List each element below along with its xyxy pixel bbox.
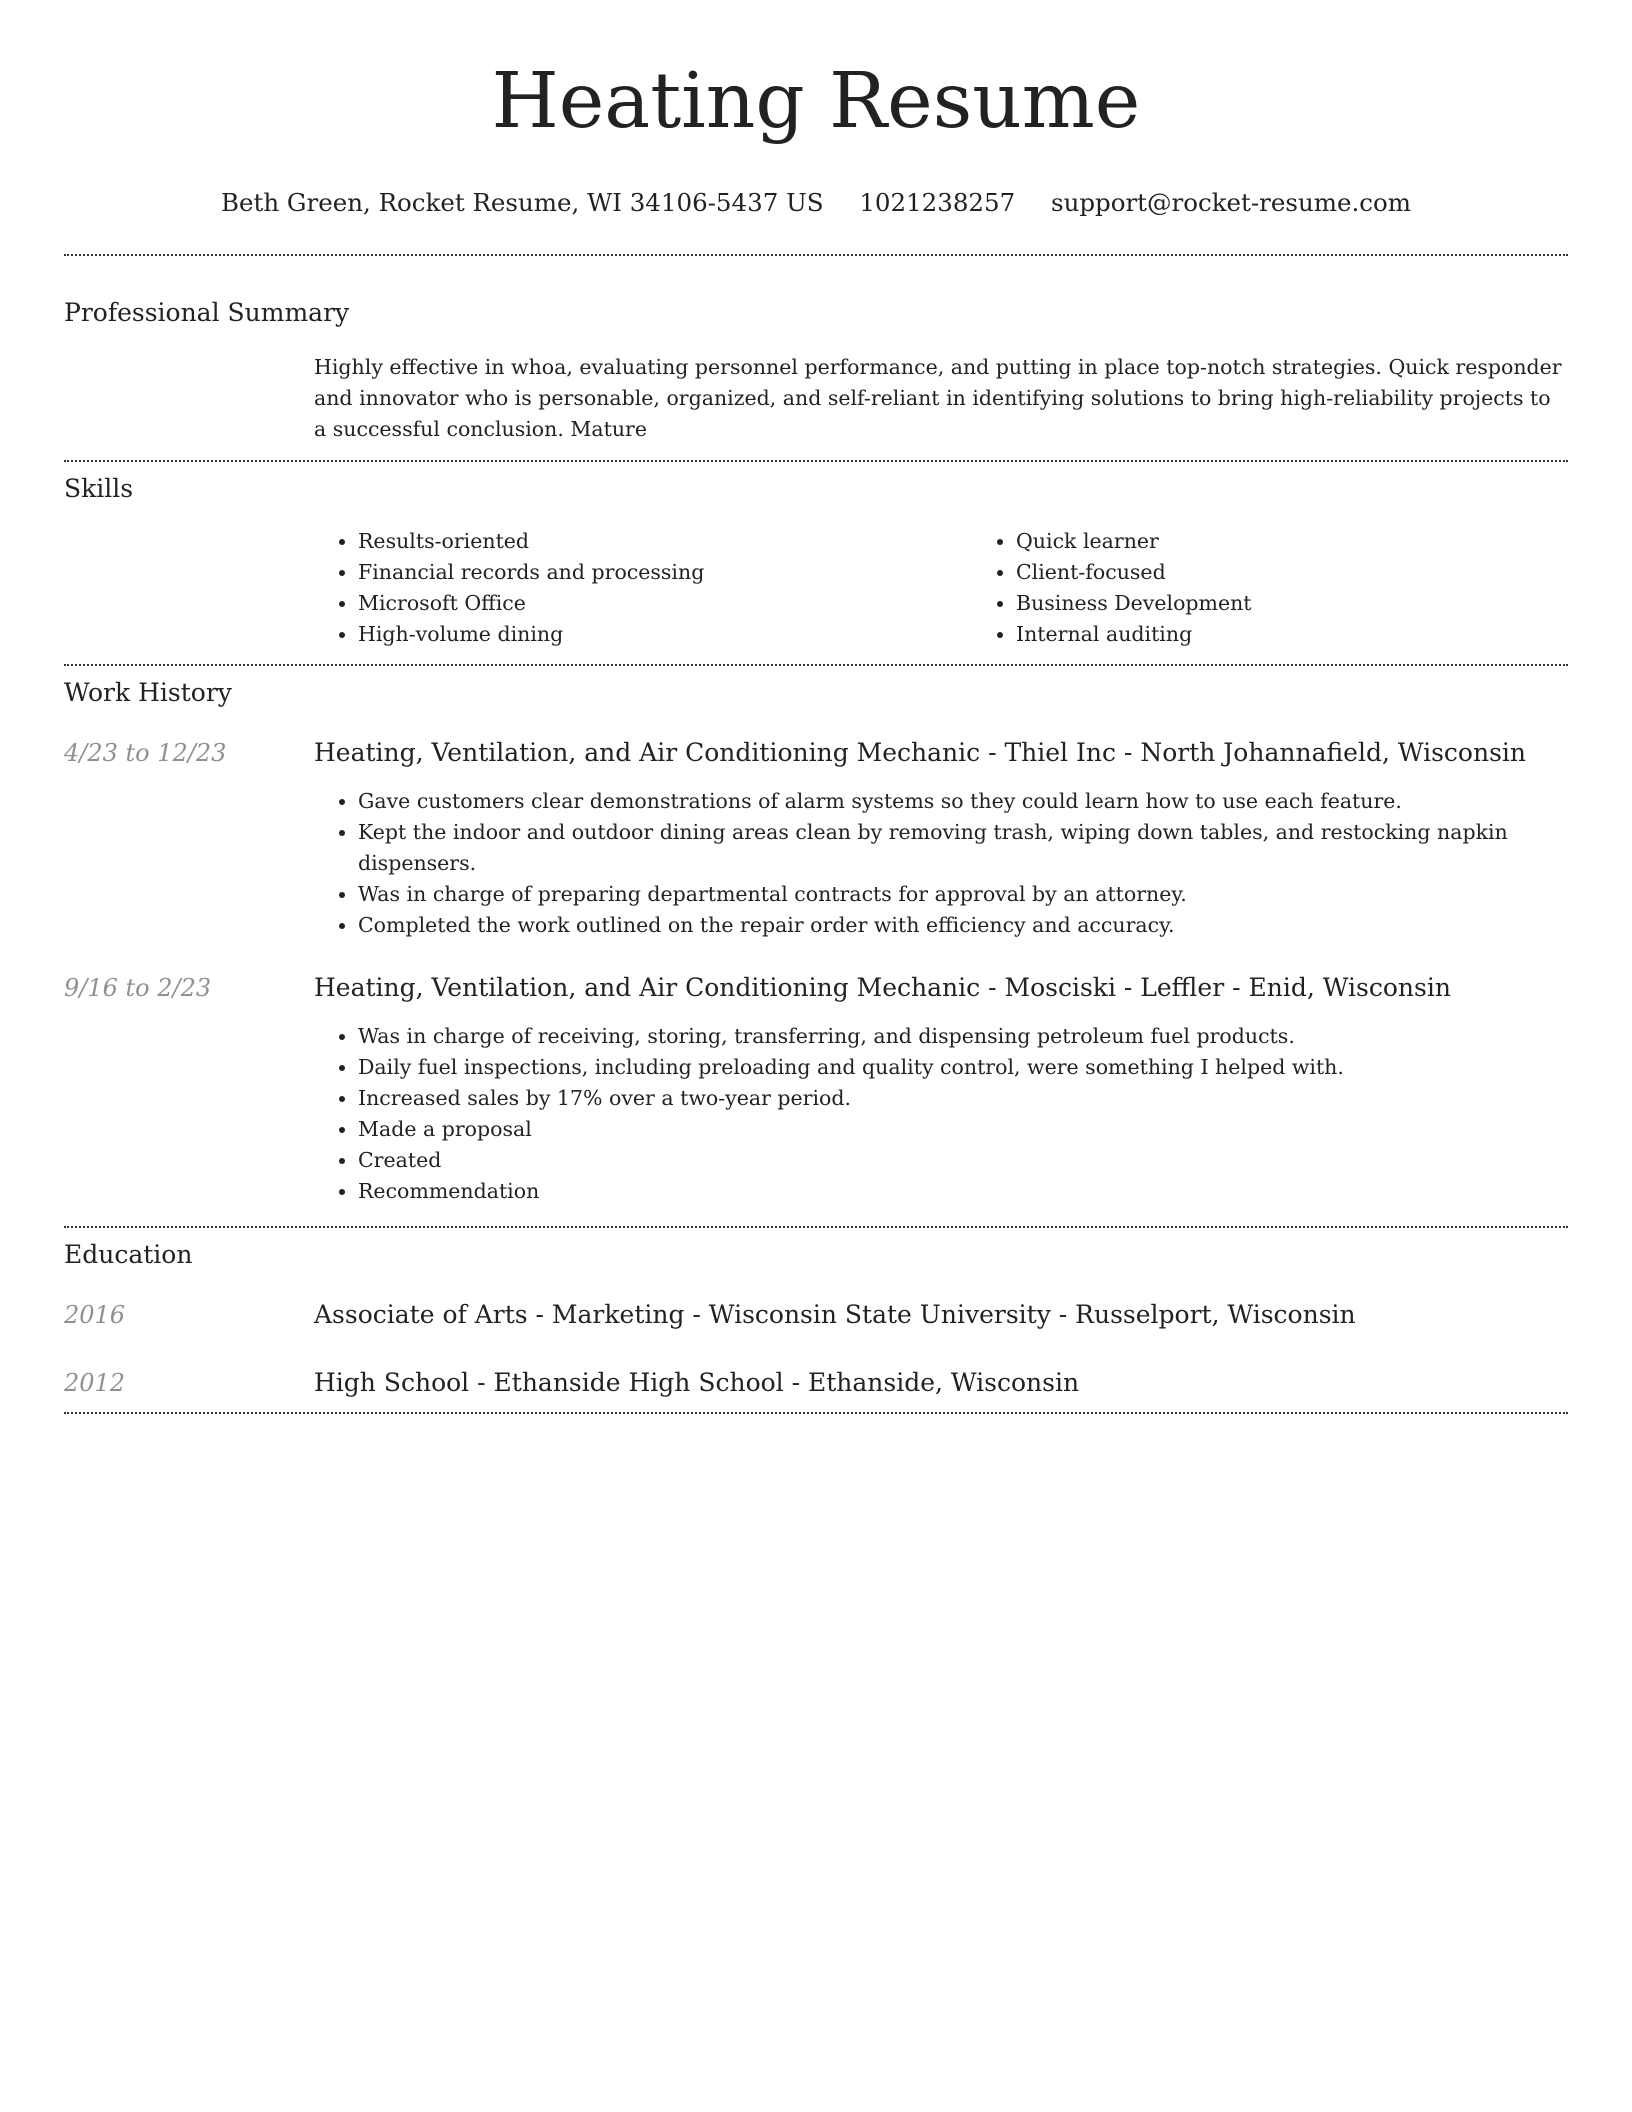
job-bullets [314,1021,1568,1207]
skills-columns [314,526,1630,650]
skill-item: • Financial records and processing [358,557,972,588]
resume-title: Heating Resume [491,57,1141,146]
skills-list-right [972,526,1630,650]
job-bullet: • Was in charge of preparing departmental contracts for approval by an attorney. [358,879,1568,910]
education-section-title: Education [64,1240,193,1269]
summary-row [64,352,1568,445]
job-bullet: • Made a proposal [358,1114,1568,1145]
job-bullet: • Daily fuel inspections, including preloading and quality control, were something I helped with. [358,1052,1568,1083]
job-entry [64,738,1568,941]
job-bullet: • Created [358,1145,1568,1176]
education-divider [64,1412,1568,1414]
skill-item: • Results-oriented [358,526,972,557]
job-bullet: • Recommendation [358,1176,1568,1207]
education-year: 2012 [64,1369,126,1397]
summary-section-title: Professional Summary [64,298,350,327]
contact-line [64,188,1568,218]
job-bullet: • Gave customers clear demonstrations of alarm systems so they could learn how to use each feature. [358,786,1568,817]
job-entry [64,973,1568,1207]
skill-item: • Internal auditing [1016,619,1630,650]
skills-divider [64,664,1568,666]
job-dates: 9/16 to 2/23 [64,974,212,1002]
work-divider [64,1226,1568,1228]
job-heading: Heating, Ventilation, and Air Conditioning Mechanic - Thiel Inc - North Johannafield, Wisconsin [314,738,1526,767]
contact-address: Beth Green, Rocket Resume, WI 34106-5437 US [221,188,824,217]
education-entry [64,1368,1568,1398]
skill-item: • Microsoft Office [358,588,972,619]
skill-item: • Business Development [1016,588,1630,619]
contact-phone: 1021238257 [859,188,1016,217]
skills-row [64,504,1568,650]
skills-section-title: Skills [64,474,134,503]
skills-list-left [314,526,972,650]
header-divider [64,254,1568,256]
education-year: 2016 [64,1301,126,1329]
summary-divider [64,460,1568,462]
job-bullet: • Completed the work outlined on the repair order with efficiency and accuracy. [358,910,1568,941]
work-section-title: Work History [64,678,232,707]
skill-item: • High-volume dining [358,619,972,650]
skill-item: • Quick learner [1016,526,1630,557]
job-bullet: • Increased sales by 17% over a two-year period. [358,1083,1568,1114]
education-heading: Associate of Arts - Marketing - Wisconsin State University - Russelport, Wisconsin [314,1300,1356,1329]
job-bullet: • Was in charge of receiving, storing, transferring, and dispensing petroleum fuel products. [358,1021,1568,1052]
job-bullets [314,786,1568,941]
skill-item: • Client-focused [1016,557,1630,588]
job-heading: Heating, Ventilation, and Air Conditioning Mechanic - Mosciski - Leffler - Enid, Wisconsin [314,973,1451,1002]
education-heading: High School - Ethanside High School - Ethanside, Wisconsin [314,1368,1080,1397]
education-entry [64,1300,1568,1330]
job-bullet: • Kept the indoor and outdoor dining areas clean by removing trash, wiping down tables, and restocking napkin dispensers. [358,817,1568,879]
summary-text: Highly effective in whoa, evaluating personnel performance, and putting in place top-notch strategies. Quick responder and innovator who is personable, organized, and self-reliant in identifying solutions to bring high-reliability projects to a successful conclusion. Mature [314,355,1562,441]
job-dates: 4/23 to 12/23 [64,739,227,767]
contact-email: support@rocket-resume.com [1051,188,1411,217]
